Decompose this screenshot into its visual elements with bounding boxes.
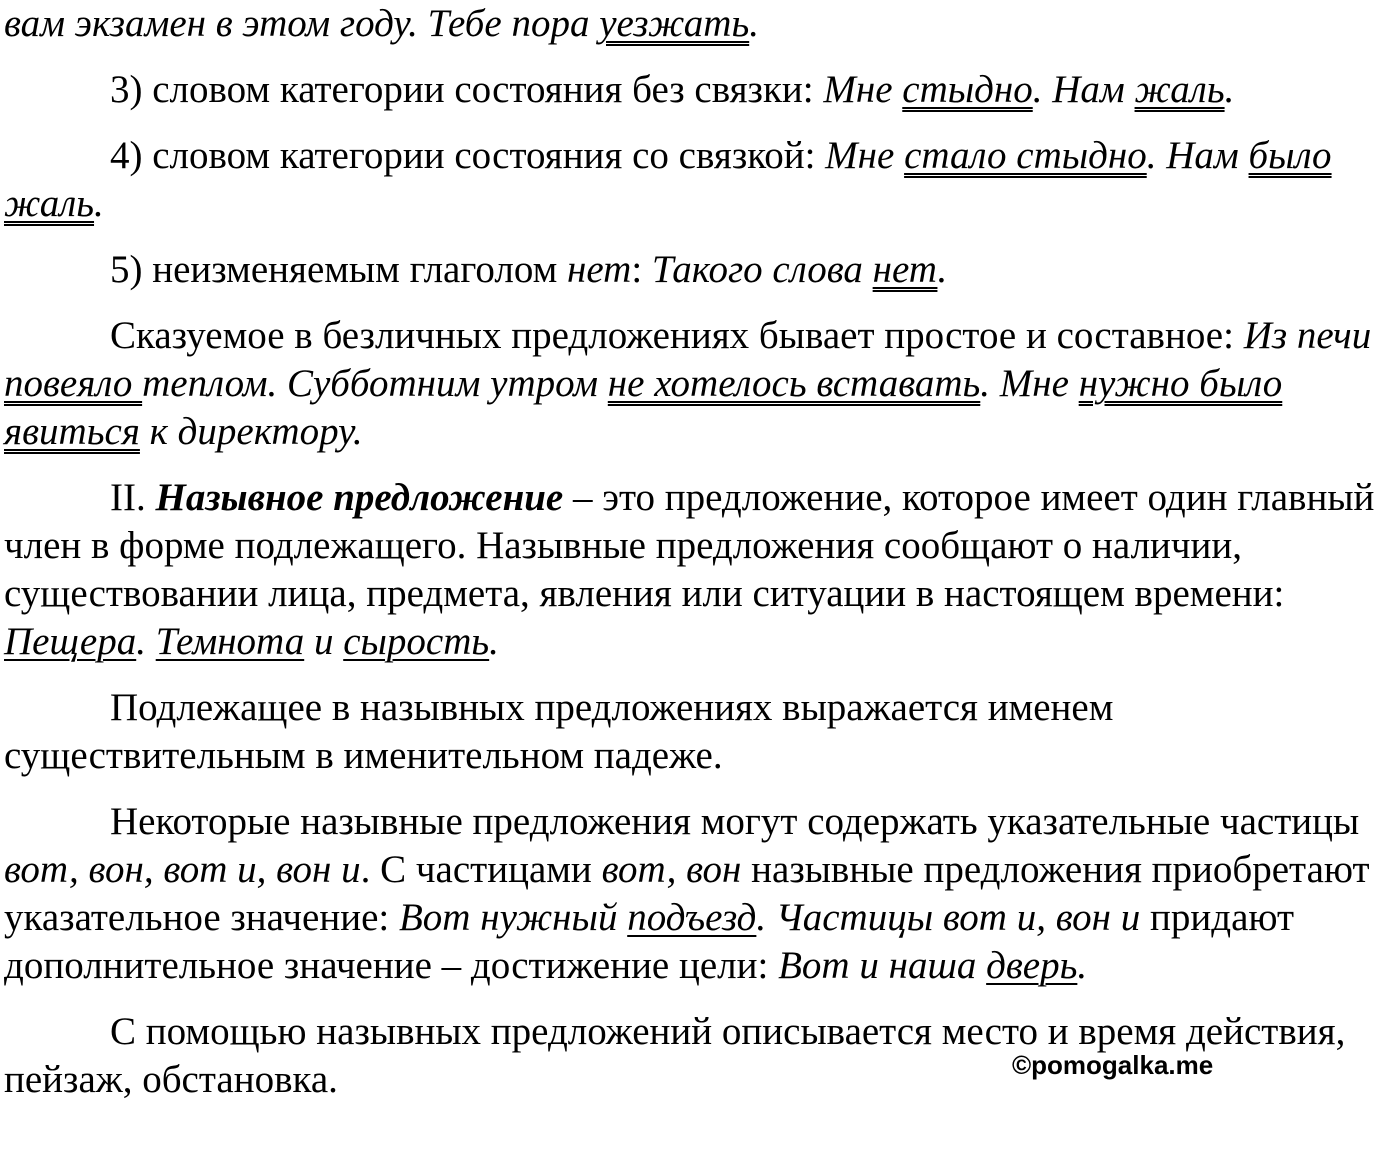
predicate: нет — [872, 248, 938, 291]
paragraph-8: С помощью назывных предложений описывается место и время действия, пейзаж, обстановка. — [4, 1010, 1346, 1101]
paragraph-0: вам экзамен в этом году. Тебе пора уезжать. — [4, 2, 759, 45]
document-body — [4, 0, 1394, 1104]
subject: Пещера — [4, 620, 137, 663]
predicate: повеяло — [4, 362, 143, 405]
predicate: стыдно — [902, 68, 1033, 111]
predicate: нужно было явиться — [4, 362, 1283, 453]
predicate: уезжать — [599, 2, 750, 45]
paragraph-3: 5) неизменяемым глаголом нет: Такого слова нет. — [110, 248, 948, 291]
paragraph-1: 3) словом категории состояния без связки: Мне стыдно. Нам жаль. — [110, 68, 1235, 111]
paragraph-4: Сказуемое в безличных предложениях бывает простое и составное: Из печи повеяло теплом. Субботним утром не хотелось вставать. Мне нужно было явиться к директору. — [4, 314, 1372, 453]
paragraph-5: II. Назывное предложение – это предложение, которое имеет один главный член в форме подлежащего. Назывные предложения сообщают о наличии, существовании лица, предмета, явления или ситуации в настоящем времени: Пещера. Темнота и сырость. — [4, 476, 1375, 663]
watermark: ©pomogalka.me — [1012, 1050, 1214, 1080]
paragraph-6: Подлежащее в назывных предложениях выражается именем существительным в именительном падеже. — [4, 686, 1114, 777]
subject: сырость — [343, 620, 490, 663]
subject: подъезд — [627, 896, 757, 939]
predicate: было жаль — [4, 134, 1332, 225]
predicate: не хотелось вставать — [607, 362, 981, 405]
predicate: жаль — [1134, 68, 1225, 111]
paragraph-7: Некоторые назывные предложения могут содержать указательные частицы вот, вон, вот и, вон и. С частицами вот, вон назывные предложения приобретают указательное значение: Вот нужный подъезд. Частицы вот и, вон и придают дополнительное значение – достижение цели: Вот и наша дверь. — [4, 800, 1370, 987]
paragraph-2: 4) словом категории состояния со связкой: Мне стало стыдно. Нам было жаль. — [4, 134, 1332, 225]
predicate: стало стыдно — [904, 134, 1147, 177]
term: Назывное предложение — [155, 476, 564, 519]
subject: дверь — [986, 944, 1078, 987]
subject: Темнота — [155, 620, 305, 663]
